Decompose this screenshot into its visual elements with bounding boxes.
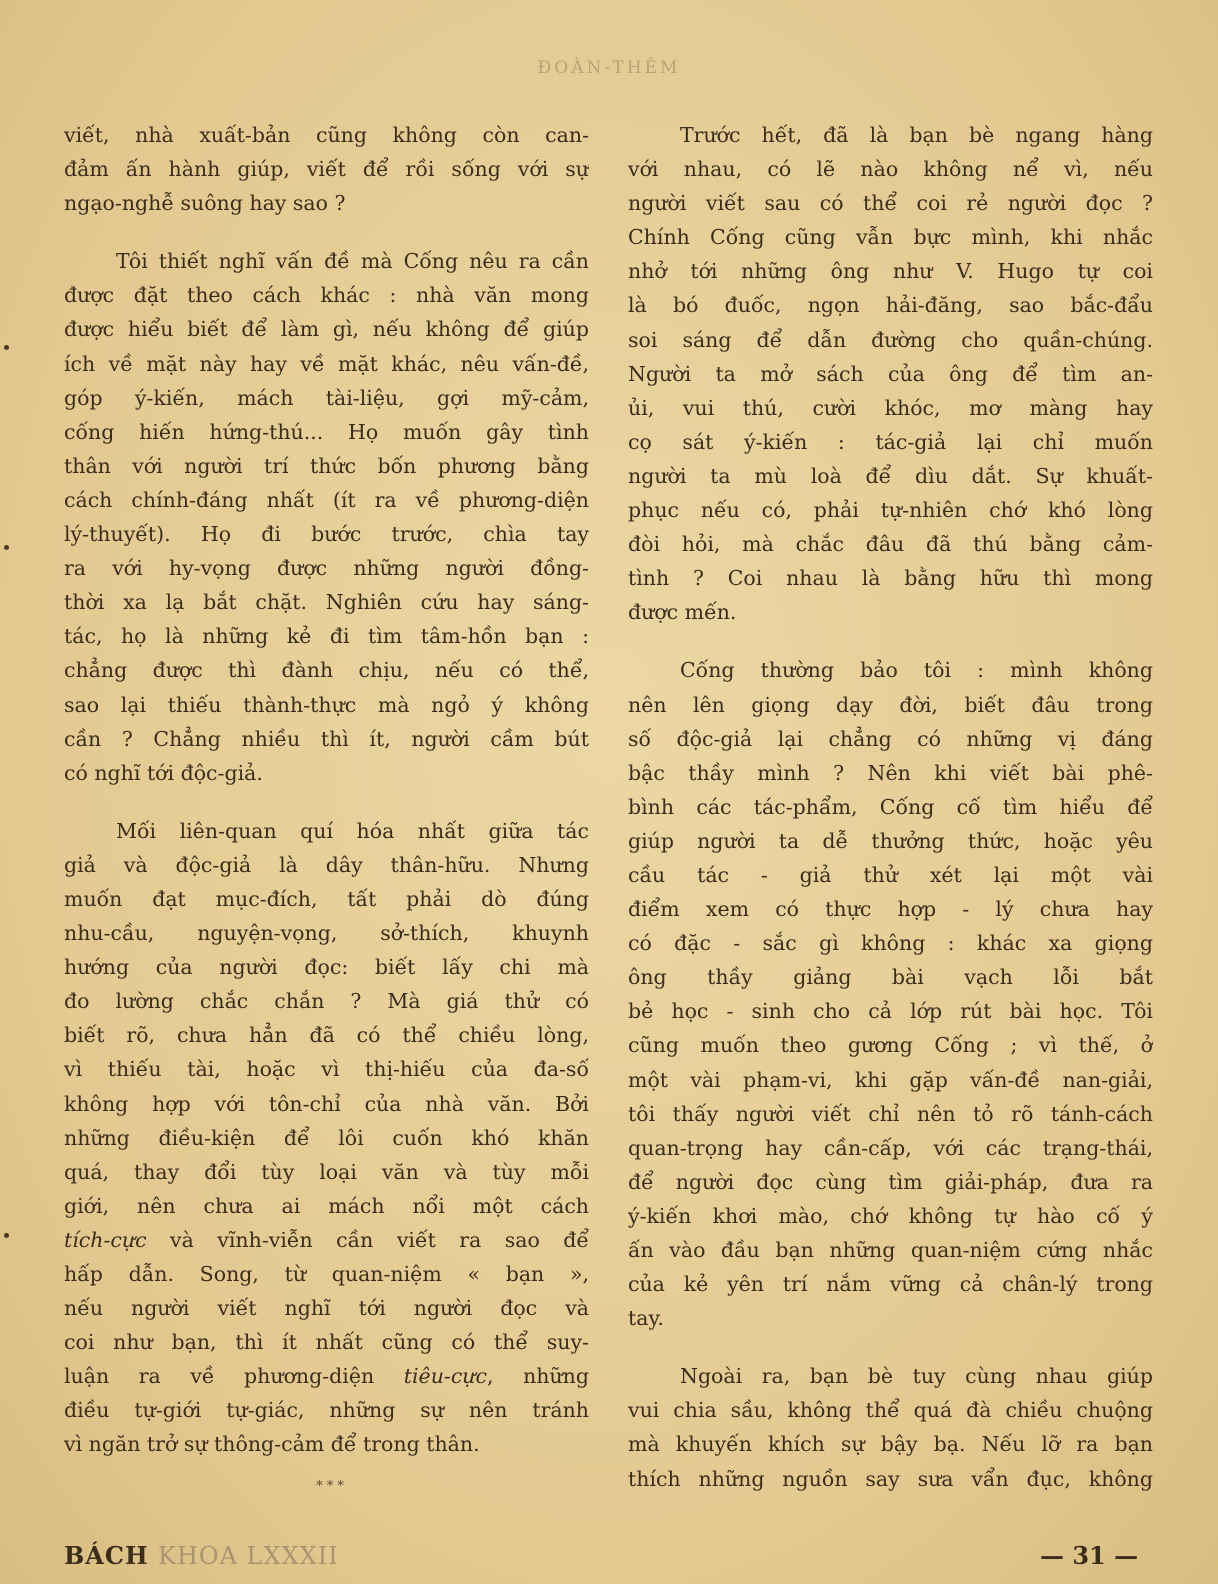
text-line: thích những nguồn say sưa vẩn đục, không <box>628 1466 1153 1491</box>
text-line: tôi thấy người viết chỉ nên tỏ rõ tánh-cách <box>628 1101 1153 1126</box>
text-line: chẳng được thì đành chịu, nếu có thể, <box>64 658 589 683</box>
text-line: một vài phạm-vi, khi gặp vấn-đề nan-giải, <box>628 1067 1153 1092</box>
text-line: tình ? Coi nhau là bằng hữu thì mong <box>628 566 1153 591</box>
text-line: quá, thay đổi tùy loại văn và tùy mỗi <box>64 1159 589 1184</box>
text-line: muốn đạt mục-đích, tất phải dò đúng <box>64 886 589 911</box>
text-line: giúp người ta dễ thưởng thức, hoặc yêu <box>628 828 1153 853</box>
text-line: Người ta mở sách của ông để tìm an- <box>628 361 1153 386</box>
text-line: vì thiếu tài, hoặc vì thị-hiếu của đa-số <box>64 1057 589 1082</box>
text-line: ra với hy-vọng được những người đồng- <box>64 556 589 581</box>
text-line: quan-trọng hay cần-cấp, với các trạng-thái, <box>628 1135 1153 1160</box>
text-line: có nghĩ tới độc-giả. <box>64 760 263 785</box>
text-line: những điều-kiện để lôi cuốn khó khăn <box>64 1125 589 1150</box>
text-line: được hiểu biết để làm gì, nếu không để giúp <box>64 317 589 342</box>
text-line: vì ngăn trở sự thông-cảm để trong thân. <box>64 1432 480 1457</box>
text-line: số độc-giả lại chẳng có những vị đáng <box>628 726 1153 751</box>
text-line: giả và độc-giả là dây thân-hữu. Nhưng <box>64 852 589 877</box>
text-line: người ta mù loà để dìu dắt. Sự khuất- <box>628 463 1153 488</box>
text-line: tích-cực và vĩnh-viễn cần viết ra sao để <box>64 1227 589 1252</box>
text-line: tay. <box>628 1306 664 1331</box>
text-line: ủi, vui thú, cười khóc, mơ màng hay <box>628 395 1153 420</box>
right-column <box>628 118 1153 1496</box>
text-line: góp ý-kiến, mách tài-liệu, gợi mỹ-cảm, <box>64 385 589 410</box>
text-line: tác, họ là những kẻ đi tìm tâm-hồn bạn : <box>64 624 589 649</box>
text-line: cầu tác - giả thử xét lại một vài <box>628 862 1153 887</box>
text-line: thân với người trí thức bốn phương bằng <box>64 453 589 478</box>
text-line: nhu-cầu, nguyện-vọng, sở-thích, khuynh <box>64 921 589 946</box>
text-line: Tôi thiết nghĩ vấn đề mà Cống nêu ra cần <box>116 249 589 274</box>
text-line: với nhau, có lẽ nào không nể vì, nếu <box>628 157 1153 182</box>
text-line: phục nếu có, phải tự-nhiên chớ khó lòng <box>628 498 1153 523</box>
text-line: đảm ấn hành giúp, viết để rồi sống với sự <box>64 157 589 182</box>
text-line: nhở tới những ông như V. Hugo tự coi <box>628 259 1153 284</box>
text-line: hướng của người đọc: biết lấy chi mà <box>64 955 589 980</box>
text-line: có đặc - sắc gì không : khác xa giọng <box>628 931 1153 956</box>
text-line: được đặt theo cách khác : nhà văn mong <box>64 283 589 308</box>
text-line: đòi hỏi, mà chắc đâu đã thú bằng cảm- <box>628 532 1153 557</box>
text-line: nếu người viết nghĩ tới người đọc và <box>64 1296 589 1321</box>
text-line: bẻ học - sinh cho cả lớp rút bài học. Tôi <box>628 999 1153 1024</box>
text-line: cống hiến hứng-thú... Họ muốn gây tình <box>64 419 589 444</box>
text-line: ấn vào đầu bạn những quan-niệm cứng nhắc <box>628 1238 1153 1262</box>
text-line: Chính Cống cũng vẫn bực mình, khi nhắc <box>628 225 1153 250</box>
text-line: sao lại thiếu thành-thực mà ngỏ ý không <box>64 692 589 717</box>
text-line: điểm xem có thực hợp - lý chưa hay <box>628 897 1153 922</box>
margin-mark <box>4 545 9 550</box>
text-line: người viết sau có thể coi rẻ người đọc ? <box>628 191 1153 216</box>
text-line: cũng muốn theo gương Cống ; vì thế, ở <box>628 1033 1153 1058</box>
text-line: giới, nên chưa ai mách nổi một cách <box>64 1193 589 1218</box>
margin-mark <box>4 1233 9 1238</box>
text-line: điều tự-giới tự-giác, những sự nên tránh <box>64 1398 589 1423</box>
asterism-text: * * * <box>316 1479 344 1494</box>
text-line: viết, nhà xuất-bản cũng không còn can- <box>64 123 589 147</box>
page-number: — 31 — <box>1040 1541 1139 1570</box>
margin-mark <box>4 345 9 350</box>
text-line: ông thầy giảng bài vạch lỗi bắt <box>628 965 1153 990</box>
text-line: mà khuyến khích sự bậy bạ. Nếu lỡ ra bạn <box>628 1432 1153 1457</box>
text-line: biết rõ, chưa hẳn đã có thể chiều lòng, <box>64 1023 589 1048</box>
footer-title: BÁCH <box>64 1541 149 1570</box>
text-line: của kẻ yên trí nắm vững cả chân-lý trong <box>628 1272 1153 1297</box>
text-line: đo lường chắc chắn ? Mà giá thử có <box>64 989 589 1014</box>
text-line: cần ? Chẳng nhiều thì ít, người cầm bút <box>64 726 589 751</box>
footer-issue: KHOA LXXXII <box>158 1542 339 1570</box>
text-line: cọ sát ý-kiến : tác-giả lại chỉ muốn <box>628 429 1153 454</box>
text-line: Mối liên-quan quí hóa nhất giữa tác <box>116 818 589 843</box>
text-line: ý-kiến khơi mào, chớ không tự hào cố ý <box>628 1203 1153 1228</box>
text-line: lý-thuyết). Họ đi bước trước, chìa tay <box>64 522 589 547</box>
text-line: Ngoài ra, bạn bè tuy cùng nhau giúp <box>680 1364 1153 1389</box>
text-line: thời xa lạ bắt chặt. Nghiên cứu hay sáng- <box>64 590 589 615</box>
text-line: nên lên giọng dạy đời, biết đâu trong <box>628 692 1153 717</box>
text-line: là bó đuốc, ngọn hải-đăng, sao bắc-đẩu <box>628 293 1153 318</box>
text-line: ích về mặt này hay về mặt khác, nêu vấn-đề, <box>64 351 589 376</box>
text-line: Trước hết, đã là bạn bè ngang hàng <box>680 123 1153 147</box>
text-line: được mến. <box>628 600 737 625</box>
text-line: không hợp với tôn-chỉ của nhà văn. Bởi <box>64 1091 589 1116</box>
text-line: ngạo-nghễ suông hay sao ? <box>64 191 346 216</box>
text-line: bình các tác-phẩm, Cống cố tìm hiểu để <box>628 794 1153 819</box>
running-head: ĐOÀN-THÊM <box>537 58 681 78</box>
text-line: vui chia sầu, không thể quá đà chiều chuộng <box>628 1398 1153 1423</box>
left-column <box>64 118 589 1462</box>
text-line: bậc thầy mình ? Nên khi viết bài phê- <box>628 760 1153 785</box>
magazine-footer <box>64 1541 339 1570</box>
text-line: Cống thường bảo tôi : mình không <box>680 658 1153 683</box>
text-line: luận ra về phương-diện tiêu-cực, những <box>64 1364 589 1389</box>
text-line: cách chính-đáng nhất (ít ra về phương-diện <box>64 487 589 512</box>
text-line: soi sáng để dẫn đường cho quần-chúng. <box>628 327 1153 352</box>
text-line: để người đọc cùng tìm giải-pháp, đưa ra <box>628 1169 1153 1194</box>
text-line: hấp dẫn. Song, từ quan-niệm « bạn », <box>64 1262 589 1286</box>
text-line: coi như bạn, thì ít nhất cũng có thể suy- <box>64 1330 589 1355</box>
asterism <box>300 1479 360 1494</box>
